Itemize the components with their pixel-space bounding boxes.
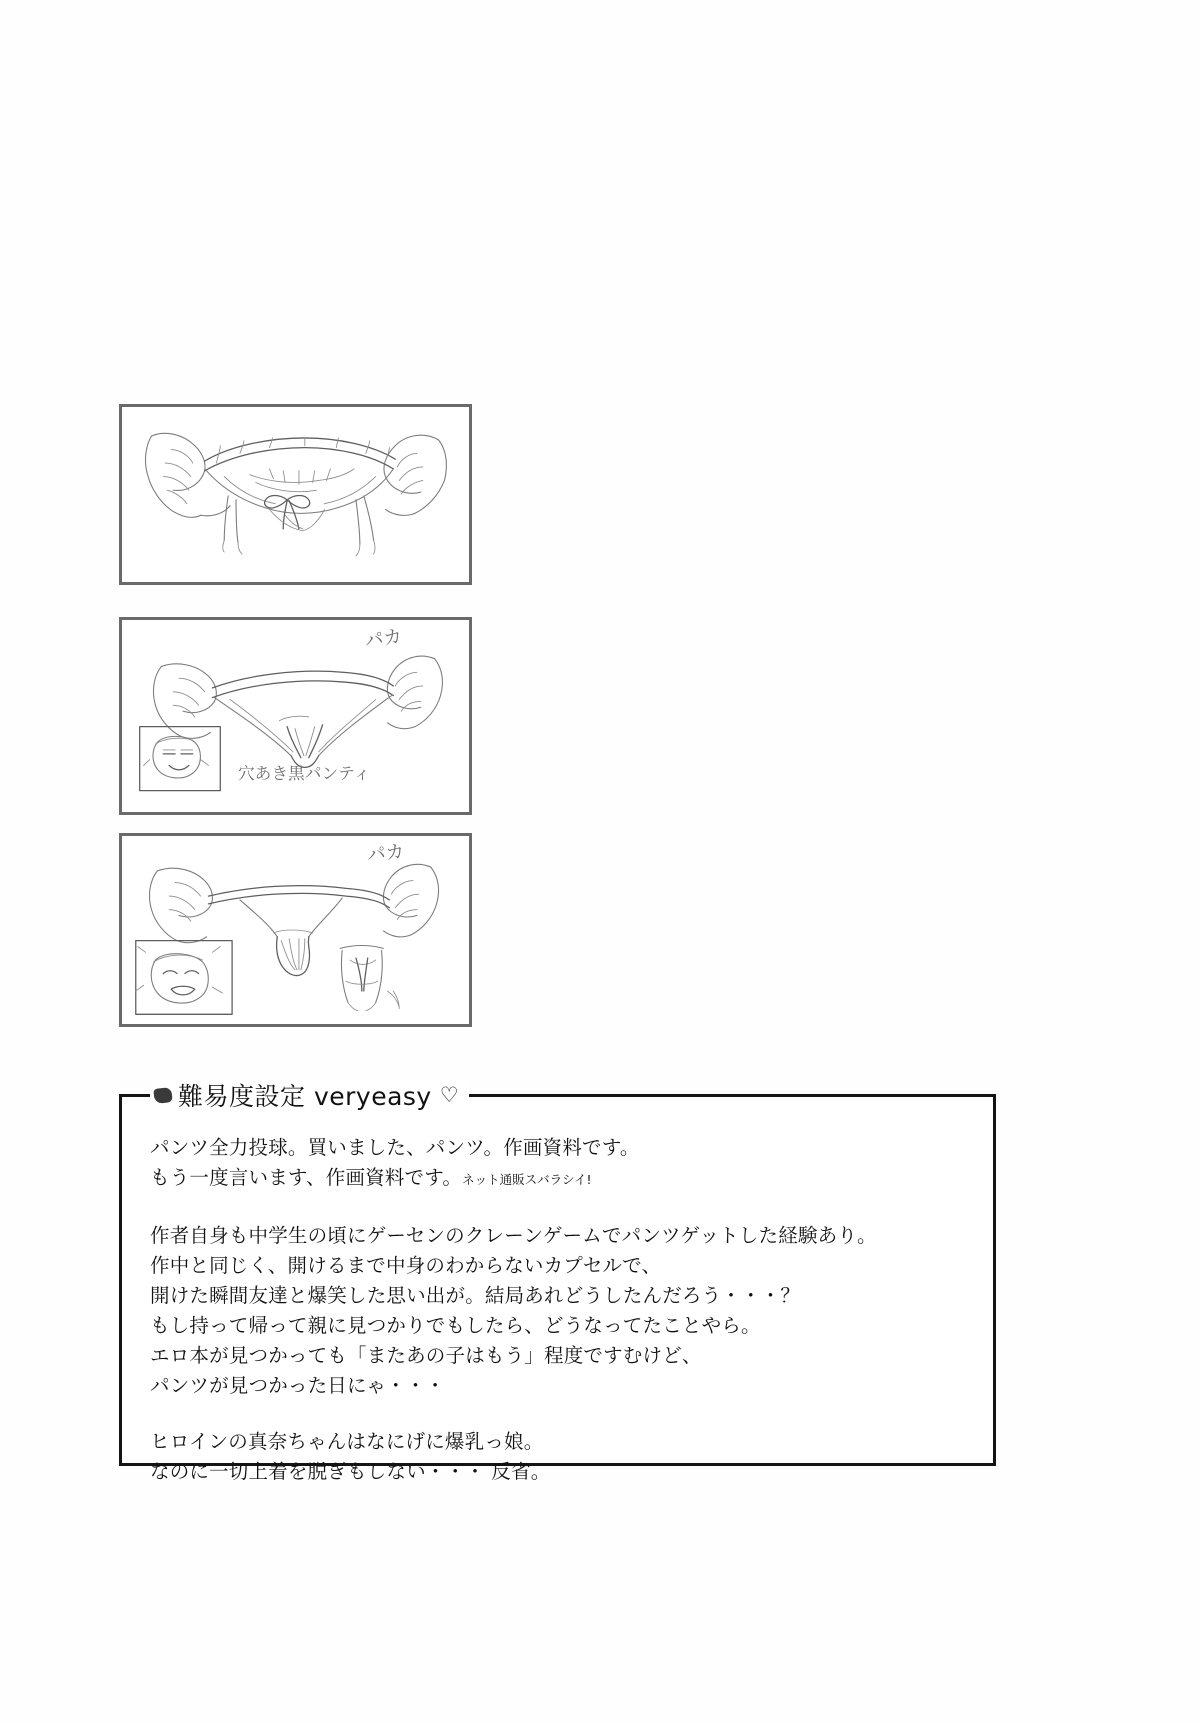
- comment-line-text: もう一度言います、作画資料です。: [150, 1166, 463, 1189]
- commentary-text: [150, 1133, 969, 1487]
- comment-line: エロ本が見つかっても「またあの子はもう」程度ですむけど、: [150, 1344, 702, 1367]
- commentary-heading-text: 難易度設定 veryeasy: [178, 1082, 432, 1111]
- black-blob-icon: [153, 1087, 172, 1104]
- comment-line: もし持って帰って親に見つかりでもしたら、どうなってたことやら。: [150, 1314, 761, 1337]
- micro-thong-sketch: [122, 836, 469, 1024]
- commentary-heading: [150, 1079, 469, 1111]
- panties-stretch-sketch: [122, 407, 469, 582]
- comment-line: パンツが見つかった日にゃ・・・: [150, 1374, 446, 1397]
- sketch-panel-1-art: [122, 407, 469, 582]
- comment-paragraph-2: [150, 1221, 969, 1401]
- sketch-panel-3-art: [122, 836, 469, 1024]
- comment-line: 作中と同じく、開けるまで中身のわからないカプセルで、: [150, 1254, 662, 1277]
- comment-paragraph-3: [150, 1427, 969, 1487]
- comment-line: [150, 1163, 969, 1195]
- comment-line: 作者自身も中学生の頃にゲーセンのクレーンゲームでパンツゲットした経験あり。: [150, 1224, 877, 1247]
- sketch-panel-2-art: [122, 620, 469, 812]
- commentary-box: [119, 1094, 996, 1483]
- comment-line-note: ネット通販スバラシイ!: [462, 1172, 592, 1187]
- caption-text-panel-2: 穴あき黒パンティ: [237, 764, 371, 784]
- heart-icon: ♡: [439, 1082, 460, 1107]
- comment-line: 開けた瞬間友達と爆笑した思い出が。結局あれどうしたんだろう・・・？: [150, 1284, 801, 1307]
- sfx-text-panel-2: パカ: [363, 626, 404, 653]
- sfx-text-panel-3: パカ: [366, 841, 406, 867]
- sketch-panel-2: [119, 617, 472, 815]
- comment-line: ヒロインの真奈ちゃんはなにげに爆乳っ娘。: [150, 1430, 544, 1453]
- sketch-panel-1: [119, 404, 472, 585]
- comment-line: パンツ全力投球。買いました、パンツ。作画資料です。: [150, 1136, 640, 1159]
- comment-paragraph-1: [150, 1133, 969, 1195]
- black-crotchless-panties-sketch: [122, 620, 469, 812]
- comment-line: なのに一切上着を脱ぎもしない・・・ 反省。: [150, 1460, 551, 1483]
- sketch-panel-3: [119, 833, 472, 1027]
